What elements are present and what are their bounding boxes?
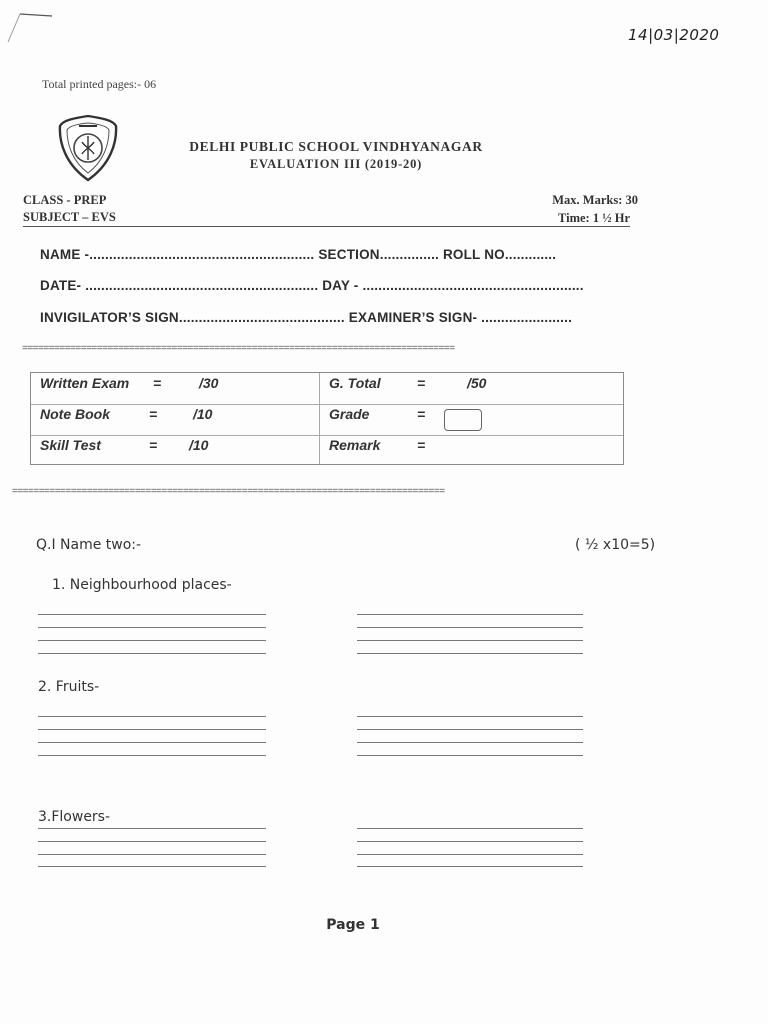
remark-label: Remark — [329, 437, 381, 453]
class-label: CLASS - PREP — [23, 193, 107, 207]
note-book-value[interactable]: /10 — [193, 406, 213, 422]
table-column-divider — [319, 373, 320, 464]
answer-line[interactable] — [357, 841, 583, 842]
question-1-marks: ( ½ x10=5) — [575, 537, 656, 553]
date-day-row[interactable]: DATE- ........................................................... DAY - ........................................................ — [40, 278, 584, 293]
answer-line[interactable] — [357, 729, 583, 730]
answer-line[interactable] — [38, 841, 266, 842]
grand-total-label: G. Total — [329, 375, 381, 391]
remark-equals: = — [417, 437, 426, 453]
grade-label: Grade — [329, 406, 370, 422]
note-book-label: Note Book — [40, 406, 110, 422]
skill-test-label: Skill Test — [40, 437, 101, 453]
item-flowers: 3.Flowers- — [38, 809, 111, 825]
answer-line[interactable] — [38, 729, 266, 730]
written-exam-label: Written Exam — [40, 375, 130, 391]
pen-stroke-mark — [6, 8, 54, 48]
school-name: DELHI PUBLIC SCHOOL VINDHYANAGAR — [189, 139, 483, 154]
answer-line[interactable] — [357, 716, 583, 717]
item-neighbourhood-places: 1. Neighbourhood places- — [52, 577, 232, 593]
total-pages-note: Total printed pages:- 06 — [42, 77, 157, 91]
grand-total-value[interactable]: /50 — [467, 375, 487, 391]
signature-row[interactable]: INVIGILATOR’S SIGN.......................................... EXAMINER’S SIGN- ....................... — [40, 310, 573, 325]
skill-test-equals: = — [149, 437, 158, 453]
answer-line[interactable] — [38, 653, 266, 654]
separator-line-top: ================================================================================= — [22, 344, 455, 354]
answer-line[interactable] — [38, 742, 266, 743]
grade-box[interactable] — [444, 409, 482, 431]
table-row-divider — [31, 435, 623, 436]
answer-line[interactable] — [357, 755, 583, 756]
answer-line[interactable] — [38, 854, 266, 855]
answer-line[interactable] — [357, 742, 583, 743]
answer-line[interactable] — [38, 716, 266, 717]
answer-line[interactable] — [357, 614, 583, 615]
handwritten-date: 14|03|2020 — [628, 26, 720, 44]
answer-line[interactable] — [38, 614, 266, 615]
answer-line[interactable] — [357, 640, 583, 641]
question-1-title: Q.I Name two:- — [36, 537, 142, 553]
answer-line[interactable] — [38, 828, 266, 829]
answer-line[interactable] — [357, 627, 583, 628]
name-section-rollno-row[interactable]: NAME -......................................................... SECTION............... ROLL NO............. — [40, 247, 557, 262]
answer-line[interactable] — [38, 866, 266, 867]
item-fruits: 2. Fruits- — [38, 679, 100, 695]
answer-line[interactable] — [357, 866, 583, 867]
written-exam-value[interactable]: /30 — [199, 375, 219, 391]
max-marks-label: Max. Marks: 30 — [552, 193, 638, 207]
grand-total-equals: = — [417, 375, 426, 391]
written-exam-equals: = — [153, 375, 162, 391]
answer-line[interactable] — [38, 755, 266, 756]
subject-label: SUBJECT – EVS — [23, 210, 116, 224]
table-row-divider — [31, 404, 623, 405]
answer-line[interactable] — [357, 653, 583, 654]
answer-line[interactable] — [357, 828, 583, 829]
header-underline — [23, 226, 630, 227]
page-number: Page 1 — [326, 917, 380, 933]
marks-table — [30, 372, 624, 465]
separator-line-bottom: ================================================================================= — [12, 487, 445, 497]
answer-line[interactable] — [38, 627, 266, 628]
answer-line[interactable] — [38, 640, 266, 641]
note-book-equals: = — [149, 406, 158, 422]
grade-equals: = — [417, 406, 426, 422]
evaluation-title: EVALUATION III (2019-20) — [249, 157, 423, 171]
time-label: Time: 1 ½ Hr — [558, 211, 630, 225]
skill-test-value[interactable]: /10 — [189, 437, 209, 453]
answer-line[interactable] — [357, 854, 583, 855]
